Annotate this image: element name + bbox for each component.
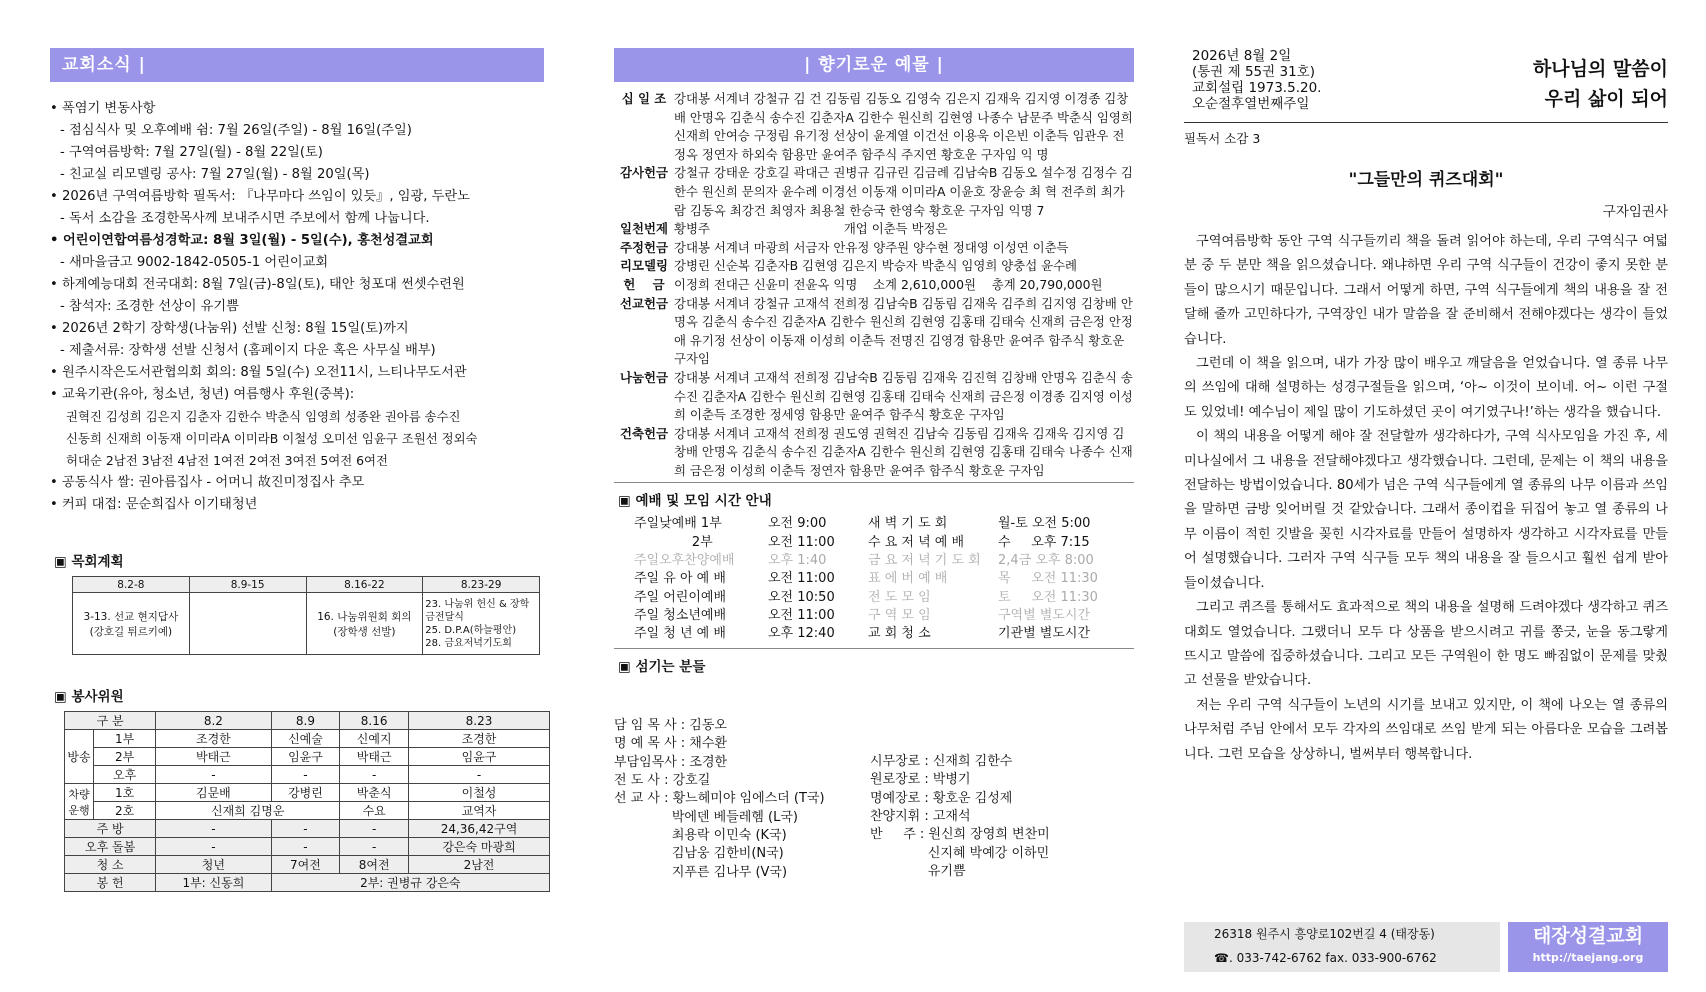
church-name: 태장성결교회 [1532, 925, 1644, 947]
news-header: 교회소식 | [50, 48, 544, 82]
plan-cell [189, 593, 306, 655]
vol-cell: 교역자 [409, 802, 550, 820]
offering-row: 리모델링 강병린 신순복 김춘자B 김현영 김은지 박승자 박춘식 임영희 양충섭 윤수례 [620, 258, 1078, 274]
plan-title: ▣ 목회계획 [54, 554, 124, 570]
news-line: - 독서 소감을 조경한목사께 보내주시면 주보에서 함께 나눕니다. [60, 211, 430, 226]
vol-cell: 김문배 [156, 784, 271, 802]
news-column [50, 48, 544, 892]
vol-head: 구 분 [65, 712, 156, 730]
offering-row: 감사헌금 강철규 강태운 강호길 곽대근 권병규 김규린 김금례 김남숙B 김동오 설수정 김정수 김한수 원신희 문의자 윤수례 이경선 이동재 이미라A 이윤호 장윤승 최 혁 전주희 최가람 김동옥 최강건 최영자 최용철 한승국 한영숙 황호운 구자임 익명 7 [620, 165, 1133, 218]
news-line: • 커피 대접: 문순희집사 이기태청년 [50, 497, 258, 512]
schedule-row: 주일오후찬양예배 오후 1:40 금 요 저 녁 기 도 회 2,4금 오후 8:00 [634, 553, 1094, 569]
plan-cell: 23. 나눔위 헌신 & 장학금전달식 25. D.P.A(하늘평안) 28. 금요저녁기도회 [423, 593, 540, 655]
vol-head: 8.23 [409, 712, 550, 730]
vol-cell: 2남전 [409, 856, 550, 874]
news-list [50, 98, 544, 516]
news-line: • 폭염기 변동사항 [50, 101, 156, 116]
offering-header: | 향기로운 예물 | [614, 48, 1134, 82]
schedule-row: 주일 유 아 예 배 오전 11:00 표 에 버 예 배 목 오전 11:30 [634, 571, 1098, 587]
vol-cell: 신예술 [271, 730, 340, 748]
vol-cell: 신재희 김명운 [156, 802, 340, 820]
offering-row: 선교헌금 강대봉 서계녀 강철규 고재석 전희정 김남숙B 김동림 김재욱 김주희 김지영 김창배 안명옥 김춘식 송수진 김춘자A 김한수 원신희 김현영 김홍태 김태숙 신재희 금은정 안정애 유기정 선상이 이동재 이성희 이춘득 전명진 김영경 함용만 윤여주 함주식 황호운 구자임 [620, 295, 1133, 367]
plan-head: 8.16-22 [306, 577, 423, 593]
vol-label: 주 방 [65, 820, 156, 838]
news-line: - 새마을금고 9002-1842-0505-1 어린이교회 [60, 255, 329, 270]
news-line: • 어린이연합여름성경학교: 8월 3일(월) - 5일(수), 홍천성결교회 [50, 233, 434, 248]
schedule-row: 주일 청 년 예 배 오후 12:40 교 회 청 소 기관별 별도시간 [634, 626, 1091, 642]
vol-cell: 임윤구 [271, 748, 340, 766]
vol-cell: - [156, 838, 271, 856]
essay-author: 구자임권사 [1602, 204, 1668, 220]
news-line: - 구역여름방학: 7월 27일(월) - 8월 22일(토) [60, 145, 323, 160]
volunteer-table [64, 711, 550, 892]
vol-cell: 임윤구 [409, 748, 550, 766]
vol-cell: - [271, 820, 340, 838]
vol-cell: - [156, 820, 271, 838]
offering-row: 건축헌금 강대봉 서계녀 고재석 전희정 권도영 권혁진 김남숙 김동림 김재욱 김재욱 김지영 김창배 안명옥 김춘식 송수진 김춘자A 김한수 원신희 김현영 김홍태 김태숙 나종수 신재희 금은정 이성희 이춘득 정연자 함용만 윤여주 함주식 황호운 구자임 [620, 425, 1133, 478]
plan-head: 8.9-15 [189, 577, 306, 593]
issue-info: 2026년 8월 2일 (통권 제 55권 31호) 교회설립 1973.5.20. 오순절후열번째주일 [1192, 48, 1322, 112]
vol-label: 청 소 [65, 856, 156, 874]
essay-body [1184, 230, 1668, 767]
vol-cell: - [340, 838, 409, 856]
essay-series: 필독서 소감 3 [1184, 131, 1261, 146]
vol-cell: - [409, 766, 550, 784]
vol-label: 봉 헌 [65, 874, 156, 892]
vol-cell: - [340, 766, 409, 784]
vol-head: 8.16 [340, 712, 409, 730]
offering-row: 십 일 조 강대봉 서계녀 강철규 김 건 김동림 김동오 김영숙 김은지 김재욱 김지영 이경종 김창배 안명옥 김춘식 송수진 김춘자A 김한수 원신희 김현영 나종수 남문주 박춘식 임영희 신재희 안여승 구정림 유기정 선상이 윤계열 이건선 이용욱 이은빈 이춘득 임관우 전정옥 정연자 하외숙 함용만 윤여주 함주식 주지연 황호운 구자임 익 명 [621, 91, 1133, 162]
essay-paragraph: 저는 우리 구역 식구들이 노년의 시기를 보내고 있지만, 이 책에 나오는 열 종류의 나무처럼 주님 안에서 모두 각자의 쓰임대로 쓰임 받게 되는 아름다운 모습을 그려봅니다. 그런 모습을 상상하니, 벌써부터 행복합니다. [1184, 697, 1668, 762]
offering-row: 헌 금 이정희 전대근 신윤미 전윤옥 익명 소계 2,610,000원 총계 20,790,000원 [623, 276, 1103, 292]
news-line: 권혁진 김성희 김은지 김춘자 김한수 박춘식 임영희 성종완 권아름 송수진 [66, 409, 461, 424]
staff-right: 시무장로 : 신재희 김한수 원로장로 : 박병기 명예장로 : 황호운 김성제 찬양지휘 : 고재석 반 주 : 원신희 장영희 변찬미 신지혜 박예강 이하민 유기쁨 [870, 754, 1050, 879]
essay-paragraph: 구역여름방학 동안 구역 식구들끼리 책을 돌려 읽어야 하는데, 우리 구역식구 여덟 분 중 두 분만 책을 읽으셨습니다. 왜냐하면 우리 구역 식구들이 건강이 좋지 못한 분들이 많으시기 때문입니다. 그래서 어떻게 하면, 구역 식구들에게 책의 내용을 잘 전달해 줄까 고민하다가, 구역장인 내가 말씀을 잘 준비해서 전해야겠다는 생각이 들었습니다. [1184, 234, 1668, 347]
slogan: 하나님의 말씀이 우리 삶이 되어 [1532, 58, 1668, 110]
bulletin-header [1184, 48, 1668, 114]
news-line: • 2026년 2학기 장학생(나눔위) 선발 신청: 8월 15일(토)까지 [50, 321, 409, 336]
offering-row: 주정헌금 강대봉 서계녀 마광희 서금자 안유정 양주원 양수현 정대영 이성연 이춘득 [620, 239, 1069, 255]
plan-head: 8.23-29 [423, 577, 540, 593]
schedule-row: 2부 오전 11:00 수 요 저 녁 예 배 수 오후 7:15 [634, 534, 1090, 550]
vol-cell: 강병린 [271, 784, 340, 802]
offering-row: 나눔헌금 강대봉 서계녀 고재석 전희정 김남숙B 김동림 김재욱 김진혁 김창배 안명옥 김춘식 송수진 김춘자A 김한수 원신희 김현영 김홍태 김태숙 신재희 금은정 이경종 김지영 이성희 이춘득 조경한 정세영 함용만 윤여주 함주식 황호운 구자임 [620, 369, 1133, 423]
vol-cell: 2호 [94, 802, 156, 820]
schedule-row: 주일낮예배 1부 오전 9:00 새 벽 기 도 회 월-토 오전 5:00 [634, 516, 1091, 532]
vol-cell: 2부 [94, 748, 156, 766]
essay-title: "그들만의 퀴즈대회" [1348, 170, 1504, 190]
essay-column [1184, 48, 1668, 767]
schedule-row: 주일 어린이예배 오전 10:50 전 도 모 임 토 오전 11:30 [634, 589, 1098, 605]
vol-cell: 청년 [156, 856, 271, 874]
vol-head: 8.9 [271, 712, 340, 730]
footer [1184, 922, 1668, 972]
staff-left: 담 임 목 사 : 김동오 명 예 목 사 : 채수환 부담임목사 : 조경한 전 도 사 : 강호길 선 교 사 : 황느헤미야 임에스더 (T국) 박에덴 베들레헴 (L국) 최용락 이민숙 (K국) 김남웅 김한비(N국) 지푸른 김나무 (V국) [614, 718, 825, 880]
news-line: 신동희 신재희 이동재 이미라A 이미라B 이철성 오미선 임윤구 조원선 정외숙 [66, 431, 478, 446]
schedule-row: 주일 청소년예배 오전 11:00 구 역 모 임 구역별 별도시간 [634, 607, 1091, 623]
vol-cell: 신예지 [340, 730, 409, 748]
offering-row: 일천번제 황병주 개업 이춘득 박정은 [620, 221, 948, 237]
footer-brand [1508, 922, 1668, 972]
vol-cell: 8여전 [340, 856, 409, 874]
staff-title: ▣ 섬기는 분들 [618, 658, 706, 675]
essay-paragraph: 그리고 퀴즈를 통해서도 효과적으로 책의 내용을 설명해 드려야겠다 생각하고 퀴즈대회도 열었습니다. 그랬더니 모두 다 상품을 받으시려고 귀를 쫑긋, 눈을 동그랗게 뜨시고 말씀에 집중하셨습니다. 그리고 모든 구역원이 한 명도 빠짐없이 문제를 맞췄고 선물을 받았습니다. [1184, 600, 1668, 689]
news-line: - 참석자: 조경한 선상이 유기쁨 [60, 299, 239, 314]
staff-section [614, 681, 1134, 919]
essay-paragraph: 이 책의 내용을 어떻게 해야 잘 전달할까 생각하다가, 구역 식사모임을 가진 후, 세미나실에서 그 내용을 전달해야겠다고 생각했습니다. 그런데, 문제는 이 책의 내용을 전달하는 방법이었습니다. 80세가 넘은 구역 식구들에게 열 종류의 나무 이름과 쓰임을 말하면 금방 잊어버릴 것 같았습니다. 그래서 종이컵을 뒤집어 놓고 열 종류의 나무 이름이 적힌 깃발을 꽂힌 시각자료를 만들어 설명하자 생각하고 시각자료를 만들어 설명했습니다. 그러자 구역 식구들 모두 책의 내용을 잘 들으시고 훨씬 쉽게 받아들이셨습니다. [1184, 429, 1668, 591]
vol-label: 방송 [65, 730, 94, 784]
vol-cell: 박태근 [340, 748, 409, 766]
vol-cell: 조경한 [156, 730, 271, 748]
vol-cell: 1부: 신동희 [156, 874, 271, 892]
offering-list [614, 90, 1134, 480]
schedule-title: ▣ 예배 및 모임 시간 안내 [618, 493, 772, 510]
news-line: - 제출서류: 장학생 선발 신청서 (홈페이지 다운 혹은 사무실 배부) [60, 343, 436, 358]
vol-cell: 박춘식 [340, 784, 409, 802]
vol-cell: - [340, 820, 409, 838]
volunteer-title: ▣ 봉사위원 [54, 689, 124, 705]
footer-address: 26318 원주시 흥양로102번길 4 (태장동) ☎. 033-742-6762 fax. 033-900-6762 [1184, 922, 1500, 972]
vol-label: 오후 돌봄 [65, 838, 156, 856]
vol-cell: 박태근 [156, 748, 271, 766]
plan-table [72, 576, 540, 655]
schedule-table [634, 515, 1134, 643]
vol-cell: 수요 [340, 802, 409, 820]
essay-paragraph: 그런데 이 책을 읽으며, 내가 가장 많이 배우고 깨달음을 얻었습니다. 열 종류 나무의 쓰임에 대해 설명하는 성경구절들을 읽으며, ‘아~ 이것이 보이네. 어~ 이런 구절도 있었네! 예수님이 제일 많이 기도하셨던 곳이 여기였구나!’하는 생각을 했습니다. [1184, 356, 1668, 420]
vol-cell: 강은숙 마광희 [409, 838, 550, 856]
news-line: • 교육기관(유아, 청소년, 청년) 여름행사 후원(중복): [50, 387, 355, 402]
vol-cell: 오후 [94, 766, 156, 784]
news-line: • 하계예능대회 전국대회: 8월 7일(금)-8일(토), 태안 청포대 썬셋수련원 [50, 277, 465, 292]
plan-head: 8.2-8 [73, 577, 190, 593]
vol-cell: 조경한 [409, 730, 550, 748]
offering-column [614, 48, 1134, 918]
news-line: • 공동식사 쌀: 권아름집사 - 어머니 故진미정집사 추모 [50, 475, 365, 490]
vol-cell: 7여전 [271, 856, 340, 874]
vol-cell: 1부 [94, 730, 156, 748]
vol-cell: - [271, 766, 340, 784]
vol-cell: 2부: 권병규 강은숙 [271, 874, 549, 892]
news-line: 허대순 2남전 3남전 4남전 1여전 2여전 3여전 5여전 6여전 [66, 453, 388, 468]
vol-label: 차량 운행 [65, 784, 94, 820]
plan-cell: 3-13. 선교 현지답사 (강호길 튀르키예) [73, 593, 190, 655]
news-line: - 친교실 리모델링 공사: 7월 27일(월) - 8월 20일(목) [60, 167, 370, 182]
church-url[interactable]: http://taejang.org [1532, 951, 1644, 964]
vol-cell: - [271, 838, 340, 856]
news-line: • 원주시작은도서관협의회 회의: 8월 5일(수) 오전11시, 느티나무도서관 [50, 365, 467, 380]
plan-cell: 16. 나눔위원회 회의 (장학생 선발) [306, 593, 423, 655]
vol-head: 8.2 [156, 712, 271, 730]
news-line: - 점심식사 및 오후예배 쉼: 7월 26일(주일) - 8월 16일(주일) [60, 123, 412, 138]
vol-cell: 24,36,42구역 [409, 820, 550, 838]
news-line: • 2026년 구역여름방학 필독서: 『나무마다 쓰임이 있듯』, 임광, 두란노 [50, 189, 470, 204]
vol-cell: 1호 [94, 784, 156, 802]
vol-cell: - [156, 766, 271, 784]
vol-cell: 이철성 [409, 784, 550, 802]
